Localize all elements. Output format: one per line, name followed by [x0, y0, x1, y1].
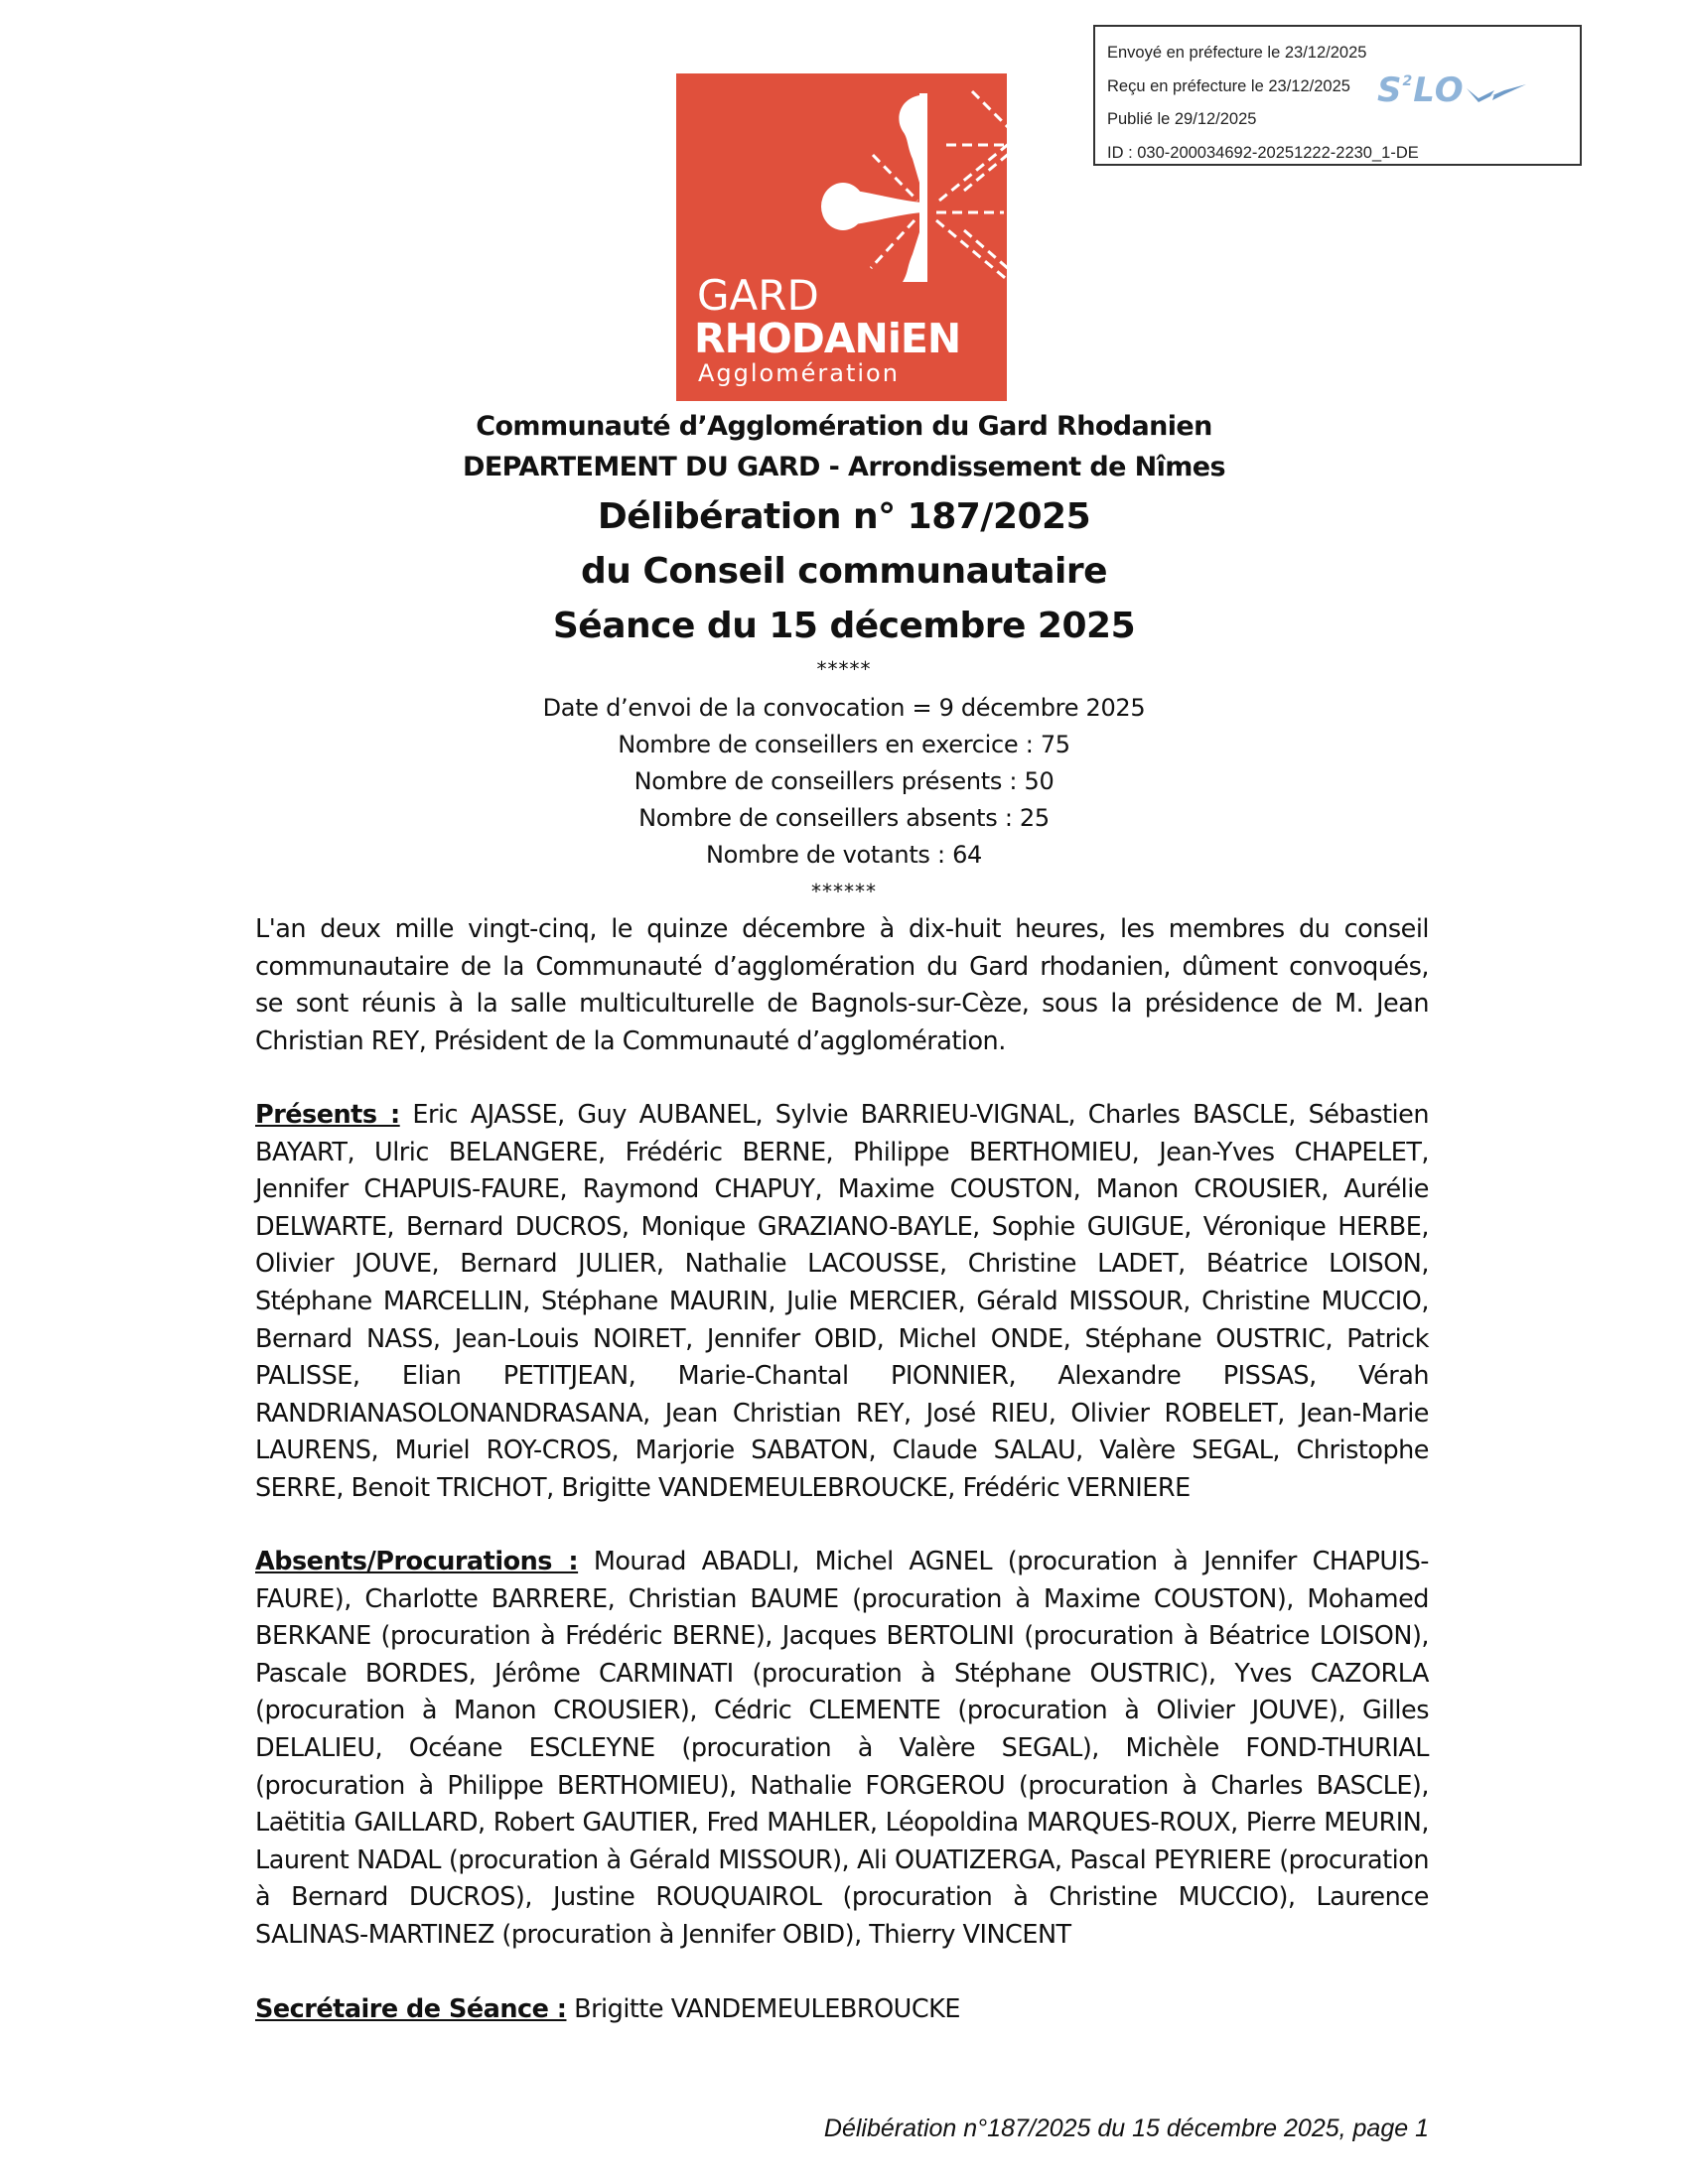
- session-date: Séance du 15 décembre 2025: [552, 606, 1136, 646]
- page-footer: Délibération n°187/2025 du 15 décembre 2025, page 1: [823, 2115, 1429, 2142]
- logo-agglomeration: Agglomération: [698, 359, 900, 387]
- deliberation-number: Délibération n° 187/2025: [597, 496, 1091, 537]
- secretary-section: [255, 1991, 1429, 2029]
- stamp-received: Reçu en préfecture le 23/12/2025: [1107, 76, 1350, 95]
- s2lo-s: S: [1377, 70, 1403, 110]
- occitan-cross-icon: [676, 73, 1007, 282]
- logo-gard: GARD: [697, 271, 819, 320]
- stamp-sent: Envoyé en préfecture le 23/12/2025: [1107, 44, 1367, 62]
- organization-name: Communauté d’Agglomération du Gard Rhodanien: [476, 411, 1212, 442]
- gard-rhodanien-logo: [676, 73, 1007, 401]
- separator-stars-top: *****: [816, 657, 872, 681]
- s2lo-rest: LO: [1413, 70, 1465, 110]
- prefecture-stamp: [1093, 25, 1582, 166]
- councillors-present: Nombre de conseillers présents : 50: [633, 767, 1055, 795]
- secretary-name: Brigitte VANDEMEULEBROUCKE: [566, 1994, 960, 2024]
- stamp-id: ID : 030-200034692-20251222-2230_1-DE: [1107, 143, 1419, 162]
- s2lo-sup: 2: [1402, 72, 1414, 89]
- convocation-date: Date d’envoi de la convocation = 9 décembre 2025: [542, 694, 1146, 722]
- secretary-label: Secrétaire de Séance :: [255, 1994, 567, 2024]
- s2lo-logo: [1377, 70, 1465, 110]
- absents-list: Mourad ABADLI, Michel AGNEL (procuration à Jennifer CHAPUIS-FAURE), Charlotte BARRERE, Christian BAUME (procuration à Maxime COUSTON), Mohamed BERKANE (procuration à Frédéric BERNE), Jacques BERTOLINI (procuration à Béatrice LOISON), Pascale BORDES, Jérôme CARMINATI (procuration à Stéphane OUSTRIC), Yves CAZORLA (procuration à Manon CROUSIER), Cédric CLEMENTE (procuration à Olivier JOUVE), Gilles DELALIEU, Océane ESCLEYNE (procuration à Valère SEGAL), Michèle FOND-THURIAL (procuration à Philippe BERTHOMIEU), Nathalie FORGEROU (procuration à Charles BASCLE), Laëtitia GAILLARD, Robert GAUTIER, Fred MAHLER, Léopoldina MARQUES-ROUX, Pierre MEURIN, Laurent NADAL (procuration à Gérald MISSOUR), Ali OUATIZERGA, Pascal PEYRIERE (procuration à Bernard DUCROS), Justine ROUQUAIROL (procuration à Christine MUCCIO), Laurence SALINAS-MARTINEZ (procuration à Jennifer OBID), Thierry VINCENT: [255, 1547, 1429, 1950]
- council-title: du Conseil communautaire: [580, 551, 1108, 592]
- intro-paragraph: L'an deux mille vingt-cinq, le quinze décembre à dix-huit heures, les membres du conseil communautaire de la Communauté d’agglomération du Gard rhodanien, dûment convoqués, se sont réunis à la salle multiculturelle de Bagnols-sur-Cèze, sous la présidence de M. Jean Christian REY, Président de la Communauté d’agglomération.: [255, 914, 1429, 1056]
- checkmark-icon: [1465, 82, 1528, 104]
- absents-section: [255, 1544, 1429, 1955]
- logo-rhodanien: RHODANiEN: [694, 315, 961, 362]
- absents-label: Absents/Procurations :: [255, 1547, 579, 1576]
- presents-section: [255, 1097, 1429, 1508]
- councillors-in-office: Nombre de conseillers en exercice : 75: [618, 731, 1070, 758]
- separator-stars-bottom: ******: [811, 880, 877, 903]
- councillors-absent: Nombre de conseillers absents : 25: [638, 804, 1050, 832]
- department-line: DEPARTEMENT DU GARD - Arrondissement de Nîmes: [463, 452, 1225, 482]
- stamp-published: Publié le 29/12/2025: [1107, 110, 1257, 128]
- presents-list: Eric AJASSE, Guy AUBANEL, Sylvie BARRIEU-VIGNAL, Charles BASCLE, Sébastien BAYART, Ulric BELANGERE, Frédéric BERNE, Philippe BERTHOMIEU, Jean-Yves CHAPELET, Jennifer CHAPUIS-FAURE, Raymond CHAPUY, Maxime COUSTON, Manon CROUSIER, Aurélie DELWARTE, Bernard DUCROS, Monique GRAZIANO-BAYLE, Sophie GUIGUE, Véronique HERBE, Olivier JOUVE, Bernard JULIER, Nathalie LACOUSSE, Christine LADET, Béatrice LOISON, Stéphane MARCELLIN, Stéphane MAURIN, Julie MERCIER, Gérald MISSOUR, Christine MUCCIO, Bernard NASS, Jean-Louis NOIRET, Jennifer OBID, Michel ONDE, Stéphane OUSTRIC, Patrick PALISSE, Elian PETITJEAN, Marie-Chantal PIONNIER, Alexandre PISSAS, Vérah RANDRIANASOLONANDRASANA, Jean Christian REY, José RIEU, Olivier ROBELET, Jean-Marie LAURENS, Muriel ROY-CROS, Marjorie SABATON, Claude SALAU, Valère SEGAL, Christophe SERRE, Benoit TRICHOT, Brigitte VANDEMEULEBROUCKE, Frédéric VERNIERE: [255, 1100, 1429, 1503]
- voters-count: Nombre de votants : 64: [705, 841, 983, 869]
- presents-label: Présents :: [255, 1100, 400, 1130]
